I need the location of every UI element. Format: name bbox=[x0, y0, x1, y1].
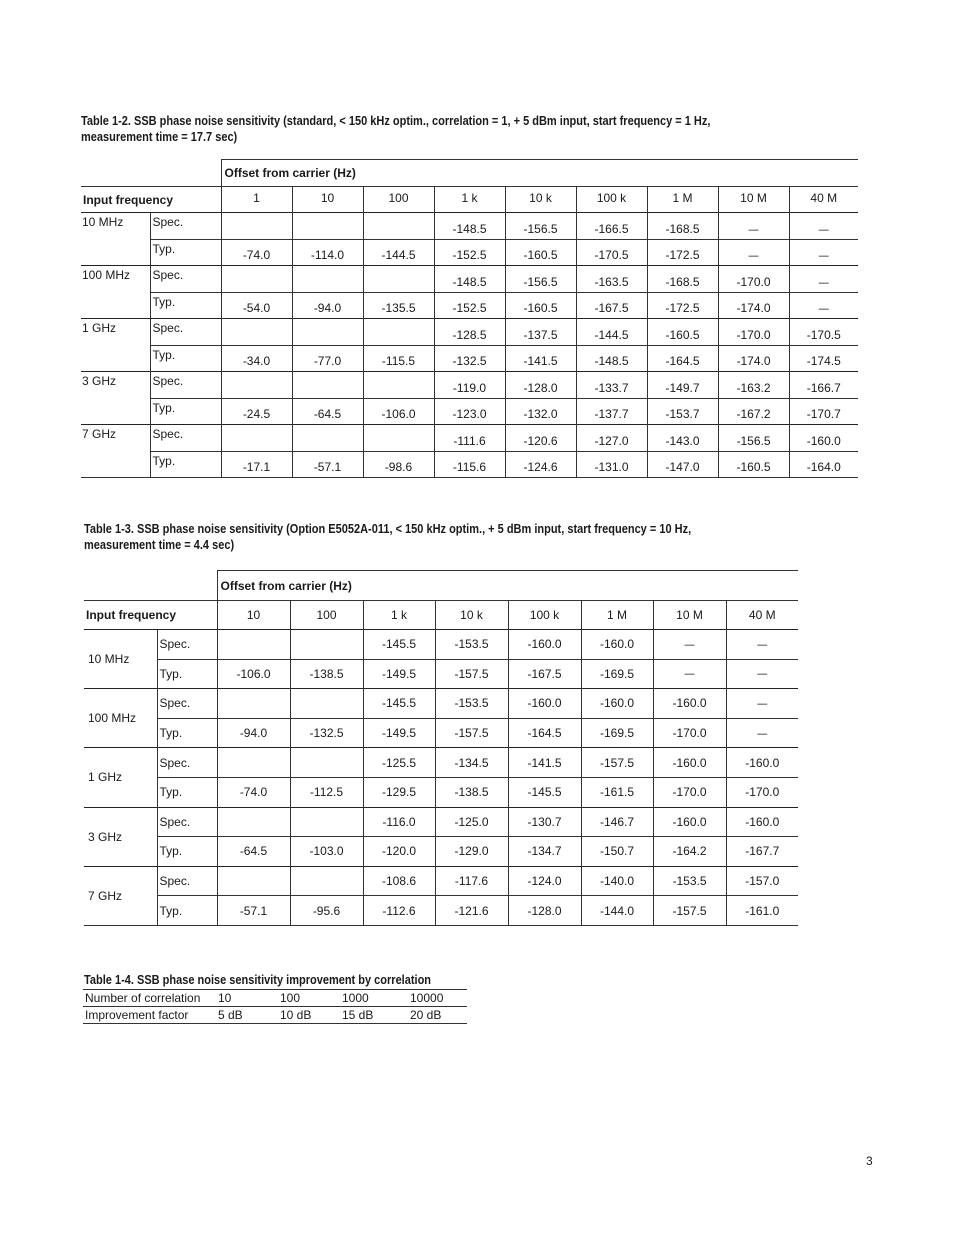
value-cell: -135.5 bbox=[363, 292, 434, 319]
value-cell: -117.6 bbox=[435, 866, 508, 896]
value-cell bbox=[217, 807, 290, 837]
typ-label-cell: Typ. bbox=[157, 896, 217, 926]
spec-label-cell: Spec. bbox=[150, 213, 221, 240]
column-header-row bbox=[84, 601, 798, 630]
table3 bbox=[83, 989, 467, 1024]
offset-header-row bbox=[84, 571, 798, 601]
value-cell: -166.5 bbox=[576, 213, 647, 240]
value-cell: -156.5 bbox=[505, 266, 576, 293]
value-cell: -160.5 bbox=[505, 239, 576, 266]
value-cell: -132.5 bbox=[290, 718, 363, 748]
input-frequency-header: Input frequency bbox=[81, 187, 221, 213]
spec-label-cell: Spec. bbox=[150, 266, 221, 293]
value-cell: -160.0 bbox=[726, 748, 798, 778]
value-cell: -152.5 bbox=[434, 239, 505, 266]
table1-caption-line2: measurement time = 17.7 sec) bbox=[81, 130, 238, 144]
value-cell: -134.5 bbox=[435, 748, 508, 778]
typ-label-cell: Typ. bbox=[150, 292, 221, 319]
column-header: 10 k bbox=[505, 187, 576, 213]
value-cell: 5 dB bbox=[216, 1007, 278, 1024]
typ-label-cell: Typ. bbox=[150, 451, 221, 478]
value-cell: -156.5 bbox=[505, 213, 576, 240]
table-row bbox=[81, 345, 858, 372]
column-header: 100 k bbox=[576, 187, 647, 213]
value-cell: -172.5 bbox=[647, 292, 718, 319]
value-cell: -170.0 bbox=[653, 718, 726, 748]
table-row bbox=[81, 425, 858, 452]
typ-label-cell: Typ. bbox=[157, 718, 217, 748]
table1 bbox=[81, 159, 858, 478]
table-row bbox=[84, 837, 798, 867]
table-row bbox=[84, 689, 798, 719]
table2-caption-line1: Table 1-3. SSB phase noise sensitivity (Option E5052A-011, < 150 kHz optim., + 5 dBm input, start frequency = 10 Hz, bbox=[84, 522, 692, 536]
value-cell: -160.5 bbox=[647, 319, 718, 346]
input-frequency-cell: 1 GHz bbox=[81, 319, 150, 372]
input-frequency-header: Input frequency bbox=[84, 601, 217, 630]
value-cell: 10 dB bbox=[278, 1007, 340, 1024]
value-cell: -112.5 bbox=[290, 777, 363, 807]
value-cell: -170.0 bbox=[653, 777, 726, 807]
value-cell bbox=[217, 689, 290, 719]
value-cell bbox=[221, 425, 292, 452]
value-cell: -161.0 bbox=[726, 896, 798, 926]
value-cell: — bbox=[718, 239, 789, 266]
table-row bbox=[84, 748, 798, 778]
spec-label-cell: Spec. bbox=[157, 866, 217, 896]
table-row bbox=[81, 292, 858, 319]
value-cell bbox=[363, 266, 434, 293]
value-cell bbox=[217, 630, 290, 660]
value-cell: -64.5 bbox=[292, 398, 363, 425]
table2 bbox=[84, 570, 798, 926]
value-cell bbox=[221, 372, 292, 399]
value-cell: -141.5 bbox=[508, 748, 581, 778]
column-header: 40 M bbox=[789, 187, 858, 213]
spec-label-cell: Spec. bbox=[157, 630, 217, 660]
value-cell: -170.0 bbox=[718, 319, 789, 346]
table-row bbox=[81, 372, 858, 399]
value-cell: -163.5 bbox=[576, 266, 647, 293]
value-cell: -138.5 bbox=[290, 659, 363, 689]
spec-label-cell: Spec. bbox=[150, 319, 221, 346]
typ-label-cell: Typ. bbox=[150, 345, 221, 372]
header-blank-cell bbox=[84, 571, 217, 601]
value-cell: -152.5 bbox=[434, 292, 505, 319]
value-cell: — bbox=[726, 718, 798, 748]
value-cell: -169.5 bbox=[581, 718, 653, 748]
value-cell: -160.5 bbox=[718, 451, 789, 478]
value-cell bbox=[221, 319, 292, 346]
input-frequency-cell: 7 GHz bbox=[81, 425, 150, 478]
value-cell bbox=[363, 213, 434, 240]
input-frequency-cell: 10 MHz bbox=[81, 213, 150, 266]
value-cell: -174.0 bbox=[718, 345, 789, 372]
value-cell: -160.0 bbox=[653, 807, 726, 837]
offset-header: Offset from carrier (Hz) bbox=[221, 160, 858, 187]
value-cell: -120.6 bbox=[505, 425, 576, 452]
value-cell: -170.5 bbox=[576, 239, 647, 266]
value-cell: -17.1 bbox=[221, 451, 292, 478]
table-row bbox=[84, 659, 798, 689]
value-cell: 10000 bbox=[408, 990, 467, 1007]
value-cell: -174.0 bbox=[718, 292, 789, 319]
value-cell: — bbox=[653, 630, 726, 660]
column-header-row bbox=[81, 187, 858, 213]
column-header: 1 k bbox=[363, 601, 435, 630]
typ-label-cell: Typ. bbox=[157, 777, 217, 807]
value-cell bbox=[292, 372, 363, 399]
value-cell: -160.0 bbox=[508, 630, 581, 660]
table1-caption bbox=[81, 113, 710, 145]
value-cell: 20 dB bbox=[408, 1007, 467, 1024]
value-cell: -148.5 bbox=[576, 345, 647, 372]
column-header: 100 bbox=[290, 601, 363, 630]
value-cell: -121.6 bbox=[435, 896, 508, 926]
table-row bbox=[84, 896, 798, 926]
value-cell bbox=[292, 266, 363, 293]
value-cell: — bbox=[789, 213, 858, 240]
value-cell: -77.0 bbox=[292, 345, 363, 372]
value-cell: -57.1 bbox=[292, 451, 363, 478]
value-cell: -114.0 bbox=[292, 239, 363, 266]
value-cell: -141.5 bbox=[505, 345, 576, 372]
value-cell: -145.5 bbox=[363, 689, 435, 719]
value-cell: -144.5 bbox=[363, 239, 434, 266]
column-header: 10 bbox=[217, 601, 290, 630]
value-cell bbox=[290, 866, 363, 896]
value-cell: -103.0 bbox=[290, 837, 363, 867]
spec-label-cell: Spec. bbox=[157, 689, 217, 719]
value-cell: -146.7 bbox=[581, 807, 653, 837]
table1-caption-line1: Table 1-2. SSB phase noise sensitivity (standard, < 150 kHz optim., correlation = 1, + 5 dBm input, start frequency = 1 Hz, bbox=[81, 114, 711, 128]
value-cell: -74.0 bbox=[217, 777, 290, 807]
value-cell bbox=[292, 425, 363, 452]
input-frequency-cell: 7 GHz bbox=[84, 866, 157, 925]
table-row bbox=[81, 451, 858, 478]
value-cell: -157.5 bbox=[581, 748, 653, 778]
value-cell bbox=[221, 266, 292, 293]
value-cell: -129.0 bbox=[435, 837, 508, 867]
value-cell: -106.0 bbox=[217, 659, 290, 689]
column-header: 10 M bbox=[718, 187, 789, 213]
value-cell: -150.7 bbox=[581, 837, 653, 867]
table-row bbox=[81, 319, 858, 346]
value-cell: -170.0 bbox=[718, 266, 789, 293]
value-cell: -166.7 bbox=[789, 372, 858, 399]
value-cell: -148.5 bbox=[434, 213, 505, 240]
value-cell bbox=[290, 630, 363, 660]
row-label-cell: Number of correlation bbox=[83, 990, 216, 1007]
value-cell: -125.5 bbox=[363, 748, 435, 778]
value-cell: -130.7 bbox=[508, 807, 581, 837]
table-row bbox=[81, 239, 858, 266]
column-header: 100 k bbox=[508, 601, 581, 630]
value-cell: -161.5 bbox=[581, 777, 653, 807]
value-cell: -153.5 bbox=[435, 689, 508, 719]
value-cell bbox=[363, 319, 434, 346]
value-cell: — bbox=[789, 292, 858, 319]
input-frequency-cell: 10 MHz bbox=[84, 630, 157, 689]
value-cell: — bbox=[789, 266, 858, 293]
value-cell: -119.0 bbox=[434, 372, 505, 399]
column-header: 1 M bbox=[581, 601, 653, 630]
value-cell: -54.0 bbox=[221, 292, 292, 319]
value-cell: -115.5 bbox=[363, 345, 434, 372]
value-cell: -128.0 bbox=[505, 372, 576, 399]
value-cell: -145.5 bbox=[363, 630, 435, 660]
value-cell: -157.5 bbox=[653, 896, 726, 926]
value-cell: -112.6 bbox=[363, 896, 435, 926]
value-cell: 10 bbox=[216, 990, 278, 1007]
input-frequency-cell: 100 MHz bbox=[81, 266, 150, 319]
table3-caption: Table 1-4. SSB phase noise sensitivity improvement by correlation bbox=[84, 973, 432, 987]
value-cell: -106.0 bbox=[363, 398, 434, 425]
table-row bbox=[81, 398, 858, 425]
value-cell bbox=[292, 213, 363, 240]
value-cell: -133.7 bbox=[576, 372, 647, 399]
value-cell: -160.0 bbox=[581, 630, 653, 660]
value-cell: -123.0 bbox=[434, 398, 505, 425]
value-cell: -57.1 bbox=[217, 896, 290, 926]
table-row bbox=[84, 718, 798, 748]
value-cell: -138.5 bbox=[435, 777, 508, 807]
value-cell: -143.0 bbox=[647, 425, 718, 452]
table-row bbox=[84, 630, 798, 660]
column-header: 10 k bbox=[435, 601, 508, 630]
value-cell: -127.0 bbox=[576, 425, 647, 452]
value-cell: -94.0 bbox=[292, 292, 363, 319]
offset-header-row bbox=[81, 160, 858, 187]
table-row bbox=[83, 990, 467, 1007]
value-cell: -164.5 bbox=[508, 718, 581, 748]
value-cell bbox=[290, 807, 363, 837]
value-cell: -64.5 bbox=[217, 837, 290, 867]
value-cell: -167.7 bbox=[726, 837, 798, 867]
value-cell: -145.5 bbox=[508, 777, 581, 807]
value-cell: -157.5 bbox=[435, 659, 508, 689]
value-cell: -148.5 bbox=[434, 266, 505, 293]
table-row bbox=[83, 1007, 467, 1024]
value-cell: -137.5 bbox=[505, 319, 576, 346]
value-cell: -132.5 bbox=[434, 345, 505, 372]
typ-label-cell: Typ. bbox=[157, 837, 217, 867]
value-cell: — bbox=[726, 630, 798, 660]
value-cell: -157.5 bbox=[435, 718, 508, 748]
value-cell: — bbox=[789, 239, 858, 266]
spec-label-cell: Spec. bbox=[150, 425, 221, 452]
value-cell bbox=[290, 748, 363, 778]
value-cell: -125.0 bbox=[435, 807, 508, 837]
table-row bbox=[84, 866, 798, 896]
value-cell bbox=[221, 213, 292, 240]
page-number: 3 bbox=[866, 1154, 873, 1168]
value-cell: -140.0 bbox=[581, 866, 653, 896]
value-cell: -153.5 bbox=[653, 866, 726, 896]
value-cell: 15 dB bbox=[340, 1007, 408, 1024]
table-row bbox=[84, 807, 798, 837]
input-frequency-cell: 3 GHz bbox=[81, 372, 150, 425]
value-cell: -131.0 bbox=[576, 451, 647, 478]
value-cell: -156.5 bbox=[718, 425, 789, 452]
value-cell: -137.7 bbox=[576, 398, 647, 425]
value-cell: -111.6 bbox=[434, 425, 505, 452]
value-cell: -164.2 bbox=[653, 837, 726, 867]
value-cell: -115.6 bbox=[434, 451, 505, 478]
value-cell: -147.0 bbox=[647, 451, 718, 478]
spec-label-cell: Spec. bbox=[157, 807, 217, 837]
spec-label-cell: Spec. bbox=[150, 372, 221, 399]
value-cell bbox=[292, 319, 363, 346]
value-cell bbox=[217, 748, 290, 778]
header-blank-cell bbox=[81, 160, 221, 187]
row-label-cell: Improvement factor bbox=[83, 1007, 216, 1024]
value-cell: -149.5 bbox=[363, 659, 435, 689]
value-cell: -168.5 bbox=[647, 266, 718, 293]
value-cell: -164.5 bbox=[647, 345, 718, 372]
value-cell: -170.7 bbox=[789, 398, 858, 425]
value-cell: -144.0 bbox=[581, 896, 653, 926]
value-cell: -160.5 bbox=[505, 292, 576, 319]
value-cell: -144.5 bbox=[576, 319, 647, 346]
input-frequency-cell: 100 MHz bbox=[84, 689, 157, 748]
value-cell: -149.7 bbox=[647, 372, 718, 399]
value-cell: — bbox=[726, 689, 798, 719]
table2-caption bbox=[84, 521, 691, 553]
value-cell: — bbox=[726, 659, 798, 689]
value-cell: -34.0 bbox=[221, 345, 292, 372]
column-header: 40 M bbox=[726, 601, 798, 630]
value-cell: -124.6 bbox=[505, 451, 576, 478]
value-cell: -160.0 bbox=[789, 425, 858, 452]
value-cell: -149.5 bbox=[363, 718, 435, 748]
value-cell: -174.5 bbox=[789, 345, 858, 372]
offset-header: Offset from carrier (Hz) bbox=[217, 571, 798, 601]
value-cell bbox=[290, 689, 363, 719]
input-frequency-cell: 3 GHz bbox=[84, 807, 157, 866]
value-cell: -160.0 bbox=[653, 748, 726, 778]
value-cell: -129.5 bbox=[363, 777, 435, 807]
column-header: 100 bbox=[363, 187, 434, 213]
typ-label-cell: Typ. bbox=[150, 398, 221, 425]
value-cell: -164.0 bbox=[789, 451, 858, 478]
value-cell: -160.0 bbox=[508, 689, 581, 719]
value-cell: — bbox=[653, 659, 726, 689]
value-cell: -24.5 bbox=[221, 398, 292, 425]
column-header: 1 k bbox=[434, 187, 505, 213]
column-header: 1 M bbox=[647, 187, 718, 213]
typ-label-cell: Typ. bbox=[157, 659, 217, 689]
value-cell: -95.6 bbox=[290, 896, 363, 926]
spec-label-cell: Spec. bbox=[157, 748, 217, 778]
value-cell: -124.0 bbox=[508, 866, 581, 896]
value-cell: -168.5 bbox=[647, 213, 718, 240]
value-cell: -160.0 bbox=[581, 689, 653, 719]
value-cell: -98.6 bbox=[363, 451, 434, 478]
value-cell: -169.5 bbox=[581, 659, 653, 689]
input-frequency-cell: 1 GHz bbox=[84, 748, 157, 807]
value-cell: -153.7 bbox=[647, 398, 718, 425]
column-header: 10 bbox=[292, 187, 363, 213]
value-cell: -128.5 bbox=[434, 319, 505, 346]
value-cell: -116.0 bbox=[363, 807, 435, 837]
column-header: 1 bbox=[221, 187, 292, 213]
value-cell: -132.0 bbox=[505, 398, 576, 425]
value-cell bbox=[363, 425, 434, 452]
table2-caption-line2: measurement time = 4.4 sec) bbox=[84, 538, 235, 552]
value-cell: -172.5 bbox=[647, 239, 718, 266]
typ-label-cell: Typ. bbox=[150, 239, 221, 266]
value-cell: -170.5 bbox=[789, 319, 858, 346]
value-cell: -153.5 bbox=[435, 630, 508, 660]
value-cell: -160.0 bbox=[653, 689, 726, 719]
value-cell: -128.0 bbox=[508, 896, 581, 926]
value-cell: -163.2 bbox=[718, 372, 789, 399]
value-cell: -170.0 bbox=[726, 777, 798, 807]
value-cell: -167.5 bbox=[576, 292, 647, 319]
value-cell: -167.2 bbox=[718, 398, 789, 425]
value-cell: -108.6 bbox=[363, 866, 435, 896]
value-cell: — bbox=[718, 213, 789, 240]
value-cell: 100 bbox=[278, 990, 340, 1007]
value-cell: -134.7 bbox=[508, 837, 581, 867]
table-row bbox=[81, 266, 858, 293]
table-row bbox=[81, 213, 858, 240]
value-cell bbox=[363, 372, 434, 399]
value-cell: -160.0 bbox=[726, 807, 798, 837]
value-cell: -120.0 bbox=[363, 837, 435, 867]
column-header: 10 M bbox=[653, 601, 726, 630]
value-cell: -167.5 bbox=[508, 659, 581, 689]
value-cell: -157.0 bbox=[726, 866, 798, 896]
value-cell: -94.0 bbox=[217, 718, 290, 748]
value-cell bbox=[217, 866, 290, 896]
table-row bbox=[84, 777, 798, 807]
value-cell: -74.0 bbox=[221, 239, 292, 266]
value-cell: 1000 bbox=[340, 990, 408, 1007]
